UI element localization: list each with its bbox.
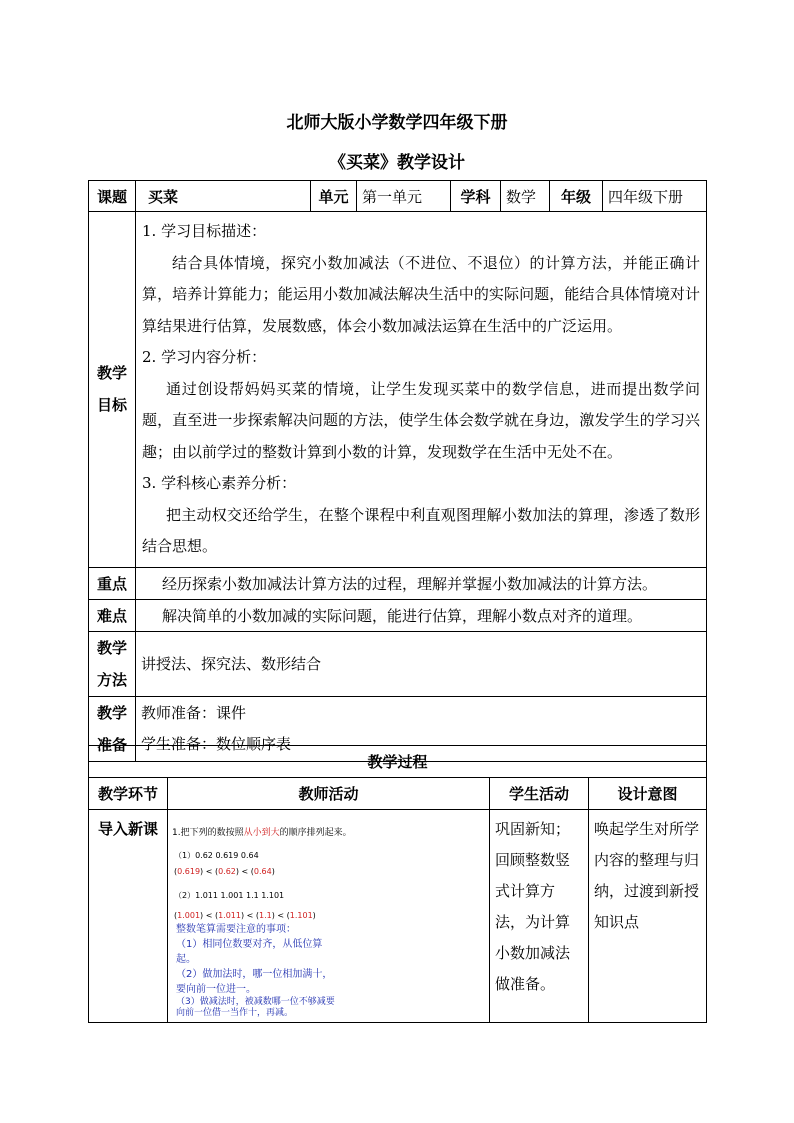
key-point-label: 重点: [89, 567, 136, 599]
worksheet-note-2: （2）做加法时，哪一位相加满十，要向前一位进一。: [176, 969, 333, 995]
goal-paragraph-2: 通过创设帮妈妈买菜的情境，让学生发现买菜中的数学信息，进而提出数学问题，直至进一步探索解决问题的方法，使学生体会数学就在身边，激发学生的学习兴趣；由以前学过的整数计算到小数的计算，发现数学在生活中无处不在。: [142, 379, 700, 461]
process-header-stage: 教学环节: [89, 778, 168, 810]
subject-value: 数学: [501, 181, 550, 212]
answer-1-1: 0.619: [177, 867, 201, 876]
question-highlight: 从小到大: [243, 828, 280, 838]
process-header-teacher: 教师活动: [168, 778, 490, 810]
answer-2-4: 1.101: [289, 911, 313, 920]
difficulty-label: 难点: [89, 599, 136, 631]
preparation-label-line2: 准备: [96, 735, 127, 754]
worksheet-answer-2: (1.001) < (1.011) < (1.1) < (1.101): [174, 911, 316, 920]
document-title: 北师大版小学数学四年级下册: [286, 113, 508, 133]
goals-label-line2: 目标: [96, 396, 127, 415]
student-activity-cell: 巩固新知；回顾整数竖式计算方法，为计算小数加减法做准备。: [490, 810, 589, 1023]
grade-label: 年级: [550, 181, 603, 212]
grade-value: 四年级下册: [603, 181, 707, 212]
subject-label: 学科: [451, 181, 501, 212]
goal-paragraph-3: 把主动权交还给学生，在整个课程中利直观图理解小数加法的算理，渗透了数形结合思想。: [142, 505, 700, 555]
teacher-activity-cell: [168, 810, 490, 1023]
student-preparation: 学生准备：数位顺序表: [141, 734, 292, 753]
goals-label-line1: 教学: [96, 364, 127, 383]
answer-1-2: 0.62: [218, 867, 236, 876]
goal-heading-2: 2. 学习内容分析：: [142, 348, 267, 366]
worksheet-note-1: （1）相同位数要对齐，从低位算起。: [176, 939, 323, 965]
teaching-process-table: [88, 745, 707, 1023]
goal-heading-1: 1. 学习目标描述：: [142, 222, 267, 240]
worksheet-line-1: （1）0.62 0.619 0.64: [174, 851, 259, 860]
process-title: 教学过程: [89, 746, 707, 778]
methods-text: 讲授法、探究法、数形结合: [136, 631, 707, 696]
goals-label: [89, 212, 136, 568]
key-point-text: 经历探索小数加减法计算方法的过程，理解并掌握小数加减法的计算方法。: [136, 567, 707, 599]
methods-label: [89, 631, 136, 696]
design-intent-cell: 唤起学生对所学内容的整理与归纳，过渡到新授知识点: [589, 810, 707, 1023]
worksheet-note-3: （3）做减法时，被减数哪一位不够减要向前一位借一当作十，再减。: [176, 997, 335, 1018]
topic-value: 买菜: [136, 181, 311, 212]
difficulty-text: 解决简单的小数加减的实际问题，能进行估算，理解小数点对齐的道理。: [136, 599, 707, 631]
answer-2-1: 1.001: [177, 911, 201, 920]
process-header-student: 学生活动: [490, 778, 589, 810]
worksheet-image: [172, 816, 360, 1016]
question-prefix: 1.把下列的数按照: [172, 828, 244, 838]
process-header-intent: 设计意图: [589, 778, 707, 810]
methods-label-line2: 方法: [96, 670, 127, 689]
teacher-preparation: 教师准备：课件: [141, 703, 247, 722]
answer-2-3: 1.1: [259, 911, 272, 920]
stage-cell: 导入新课: [89, 810, 168, 1023]
worksheet-note-title: 整数笔算需要注意的事项：: [176, 924, 296, 935]
goals-content: [136, 212, 707, 568]
unit-label: 单元: [311, 181, 357, 212]
unit-value: 第一单元: [357, 181, 451, 212]
answer-1-3: 0.64: [253, 867, 272, 876]
lesson-title: 《买菜》教学设计: [329, 153, 465, 173]
lesson-info-table: [88, 180, 707, 762]
preparation-label-line1: 教学: [96, 703, 127, 722]
answer-2-2: 1.011: [218, 911, 241, 920]
worksheet-answer-1: (0.619) < (0.62) < (0.64): [174, 867, 275, 876]
goal-paragraph-1: 结合具体情境，探究小数加减法（不进位、不退位）的计算方法，并能正确计算，培养计算能力；能运用小数加减法解决生活中的实际问题，能结合具体情境对计算结果进行估算，发展数感，体会小数加减法运算在生活中的广泛运用。: [142, 253, 700, 335]
methods-label-line1: 教学: [96, 638, 127, 657]
goal-heading-3: 3. 学科核心素养分析：: [142, 474, 297, 492]
worksheet-line-2: （2）1.011 1.001 1.1 1.101: [174, 891, 285, 900]
topic-label: 课题: [89, 181, 136, 212]
question-suffix: 的顺序排列起来。: [279, 828, 352, 838]
